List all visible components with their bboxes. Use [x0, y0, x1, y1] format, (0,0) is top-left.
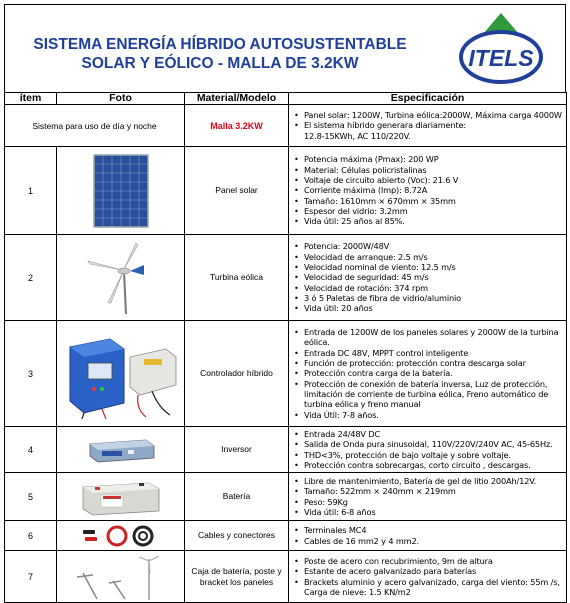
- table-row: [5, 321, 567, 427]
- item-number: 6: [5, 521, 57, 551]
- list-item: • Libre de mantenimiento, Batería de gel de litio 200Ah/12V.: [291, 476, 563, 486]
- list-item: • Velocidad de arranque: 2.5 m/s: [291, 252, 563, 262]
- column-header-model: Material/Modelo: [185, 93, 289, 105]
- list-item: • Tamaño: 522mm × 240mm × 219mm: [291, 486, 563, 496]
- wind-turbine-image: [86, 241, 156, 315]
- page-title: [15, 35, 425, 73]
- item-number: 5: [5, 473, 57, 521]
- list-item: • Vida Útil: 7-8 años.: [291, 410, 563, 420]
- list-item: • Función de protección: protección contra descarga solar: [291, 358, 563, 368]
- table-header-row: [5, 93, 567, 105]
- item-number: 1: [5, 147, 57, 235]
- list-item: • Protección contra sobrecargas, corto circuito , descargas.: [291, 460, 563, 470]
- list-item: • Cables de 16 mm2 y 4 mm2.: [291, 536, 563, 546]
- itels-logo: [459, 11, 543, 87]
- list-item: • Espesor del vidrio: 3.2mm: [291, 206, 563, 216]
- list-item: • Corriente máxima (Imp): 8.72A: [291, 185, 563, 195]
- list-item: • Entrada de 1200W de los paneles solares y 2000W de la turbina eólica.: [291, 327, 563, 348]
- item-number: 2: [5, 235, 57, 321]
- usage-row: [5, 105, 567, 147]
- spec-list: [291, 154, 563, 226]
- model-label: Controlador híbrido: [185, 321, 289, 427]
- list-item: • Velocidad de rotación: 374 rpm: [291, 283, 563, 293]
- inverter-image: [86, 434, 156, 466]
- table-row: [5, 147, 567, 235]
- title-line-2: SOLAR Y EÓLICO - MALLA DE 3.2KW: [81, 55, 359, 72]
- spec-list: [291, 476, 563, 517]
- spec-list: [291, 556, 563, 597]
- spec-list: [291, 525, 563, 546]
- list-item: 12.8-15KWh, AC 110/220V.: [304, 130, 411, 141]
- header: [4, 4, 566, 92]
- column-header-item: ítem: [5, 93, 57, 105]
- usage-model: Malla 3.2KW: [185, 105, 289, 147]
- item-number: 3: [5, 321, 57, 427]
- list-item: • Material: Células policristalinas: [291, 165, 563, 175]
- logo-text: ITELS: [468, 45, 534, 71]
- model-label: Caja de batería, poste y bracket los paneles: [185, 551, 289, 603]
- list-item: • Protección contra carga de la batería.: [291, 368, 563, 378]
- list-item: • Voltaje de circuito abierto (Voc): 21.6 V: [291, 175, 563, 185]
- solar-panel-image: [93, 154, 149, 228]
- table-row: [5, 235, 567, 321]
- list-item: • Entrada 24/48V DC: [291, 429, 563, 439]
- table-row: [5, 521, 567, 551]
- list-item: • Vida útil: 20 años: [291, 303, 563, 313]
- spec-list: [291, 241, 563, 313]
- list-item: • Potencia: 2000W/48V: [291, 241, 563, 251]
- list-item: • Velocidad nominal de viento: 12.5 m/s: [291, 262, 563, 272]
- list-item: • Poste de acero con recubrimiento, 9m de altura: [291, 556, 563, 566]
- item-number: 4: [5, 427, 57, 473]
- model-label: Turbina eólica: [185, 235, 289, 321]
- list-item: • Estante de acero galvanizado para baterías: [291, 566, 563, 576]
- list-item: • Salida de Onda pura sinusoidal, 110V/220V/240V AC, 45-65Hz.: [291, 439, 563, 449]
- model-label: Inversor: [185, 427, 289, 473]
- list-item: • Terminales MC4: [291, 525, 563, 535]
- table-row: [5, 427, 567, 473]
- model-label: Batería: [185, 473, 289, 521]
- model-label: Panel solar: [185, 147, 289, 235]
- list-item: • Protección de conexión de batería inversa, Luz de protección, limitación de corriente de turbina eólica, Freno automático de turbina eólica y freno manual: [291, 379, 563, 410]
- usage-spec-list: [291, 110, 563, 141]
- column-header-photo: Foto: [57, 93, 185, 105]
- title-line-1: SISTEMA ENERGÍA HÍBRIDO AUTOSUSTENTABLE: [33, 36, 407, 53]
- item-number: 7: [5, 551, 57, 603]
- list-item: • Entrada DC 48V, MPPT control inteligente: [291, 348, 563, 358]
- table-row: [5, 551, 567, 603]
- column-header-spec: Especificación: [289, 93, 567, 105]
- list-item: • Brackets aluminio y acero galvanizado, carga del viento: 55m /s, Carga de nieve: 1.5 KN/m2: [291, 577, 563, 598]
- list-item: • Vida útil: 6-8 años: [291, 507, 563, 517]
- usage-label: Sistema para uso de día y noche: [5, 105, 185, 147]
- cables-image: [81, 524, 161, 548]
- list-item: • Velocidad de seguridad: 45 m/s: [291, 272, 563, 282]
- pole-brackets-image: [73, 553, 169, 601]
- list-item: • Potencia máxima (Pmax): 200 WP: [291, 154, 563, 164]
- model-label: Cables y conectores: [185, 521, 289, 551]
- list-item: • 3 ó 5 Paletas de fibra de vidrio/aluminio: [291, 293, 563, 303]
- list-item: • THD<3%, protección de bajo voltaje y sobre voltaje.: [291, 450, 563, 460]
- table-row: [5, 473, 567, 521]
- spec-table: [4, 92, 567, 603]
- list-item: • Tamaño: 1610mm × 670mm × 35mm: [291, 196, 563, 206]
- battery-image: [79, 477, 163, 517]
- spec-list: [291, 327, 563, 420]
- list-item: • Vida útil: 25 años al 85%.: [291, 216, 563, 226]
- hybrid-controller-image: [62, 329, 180, 419]
- list-item: • Panel solar: 1200W, Turbina eólica:2000W, Máxima carga 4000W: [291, 110, 563, 120]
- list-item: • Peso: 59Kg: [291, 497, 563, 507]
- spec-list: [291, 429, 563, 470]
- list-item: • El sistema híbrido generara diariamente:: [291, 120, 563, 130]
